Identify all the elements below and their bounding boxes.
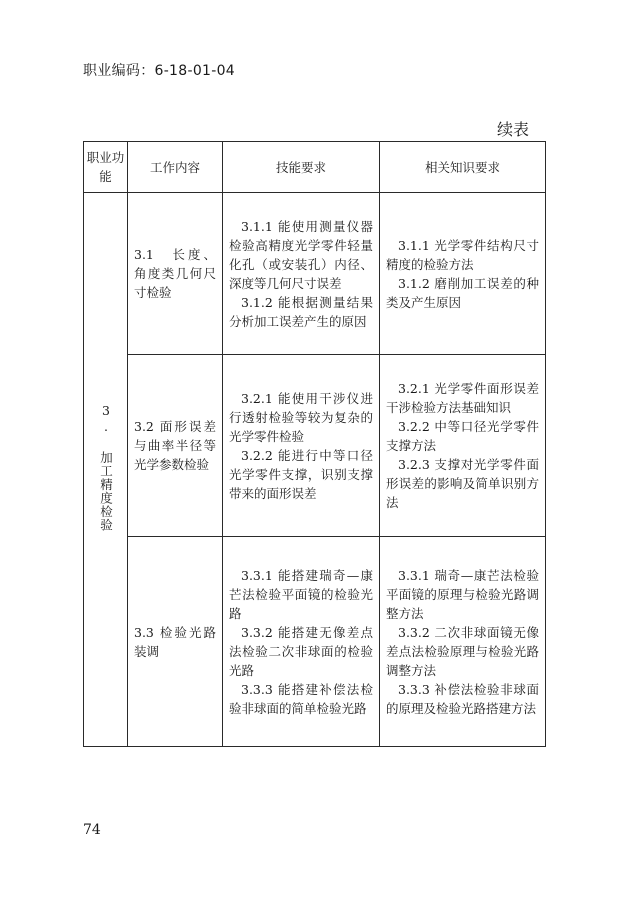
header-skills: 技能要求 (223, 142, 380, 193)
knowledge-item: 3.1.2 磨削加工误差的种类及产生原因 (386, 275, 539, 310)
table-header-row (84, 142, 546, 193)
skill-item: 3.2.1 能使用干涉仪进行透射检验等较为复杂的光学零件检验 (229, 390, 373, 444)
table-row (84, 537, 546, 747)
knowledge-item: 3.2.3 支撑对光学零件面形误差的影响及简单识别方法 (386, 457, 539, 510)
knowledge-item: 3.3.3 补偿法检验非球面的原理及检验光路搭建方法 (386, 681, 539, 716)
skills-cell (223, 537, 380, 747)
work-content-cell: 3.2 面形误差与曲率半径等光学参数检验 (128, 355, 223, 537)
work-content-cell: 3.1 长度、角度类几何尺寸检验 (128, 193, 223, 355)
skills-cell (223, 193, 380, 355)
skill-item: 3.3.1 能搭建瑞奇—康芒法检验平面镜的检验光路 (229, 567, 373, 621)
skill-item: 3.1.2 能根据测量结果分析加工误差产生的原因 (229, 294, 373, 329)
skills-cell (223, 355, 380, 537)
function-label: 3. 加工精度检验 (98, 402, 114, 532)
knowledge-item: 3.3.1 瑞奇—康芒法检验平面镜的原理与检验光路调整方法 (386, 567, 539, 621)
header-content: 工作内容 (128, 142, 223, 193)
knowledge-cell (380, 193, 546, 355)
skill-item: 3.3.3 能搭建补偿法检验非球面的简单检验光路 (229, 681, 373, 716)
table-row (84, 193, 546, 355)
work-content-cell: 3.3 检验光路装调 (128, 537, 223, 747)
occupation-code: 职业编码：6-18-01-04 (83, 63, 236, 79)
header-knowledge: 相关知识要求 (380, 142, 546, 193)
header-function: 职业功能 (84, 142, 128, 193)
knowledge-item: 3.1.1 光学零件结构尺寸精度的检验方法 (386, 237, 539, 272)
skill-item: 3.2.2 能进行中等口径光学零件支撑，识别支撑带来的面形误差 (229, 447, 373, 501)
skill-table (83, 141, 546, 747)
knowledge-cell (380, 537, 546, 747)
page-number: 74 (83, 822, 101, 838)
knowledge-item: 3.2.2 中等口径光学零件支撑方法 (386, 419, 539, 453)
knowledge-cell (380, 355, 546, 537)
skill-item: 3.3.2 能搭建无像差点法检验二次非球面的检验光路 (229, 624, 373, 678)
skill-item: 3.1.1 能使用测量仪器检验高精度光学零件轻量化孔（或安装孔）内径、深度等几何尺寸误差 (229, 218, 373, 291)
table-row (84, 355, 546, 537)
function-cell (84, 193, 128, 747)
knowledge-item: 3.2.1 光学零件面形误差干涉检验方法基础知识 (386, 381, 539, 415)
continued-label: 续表 (496, 120, 529, 139)
knowledge-item: 3.3.2 二次非球面镜无像差点法检验原理与检验光路调整方法 (386, 624, 539, 678)
